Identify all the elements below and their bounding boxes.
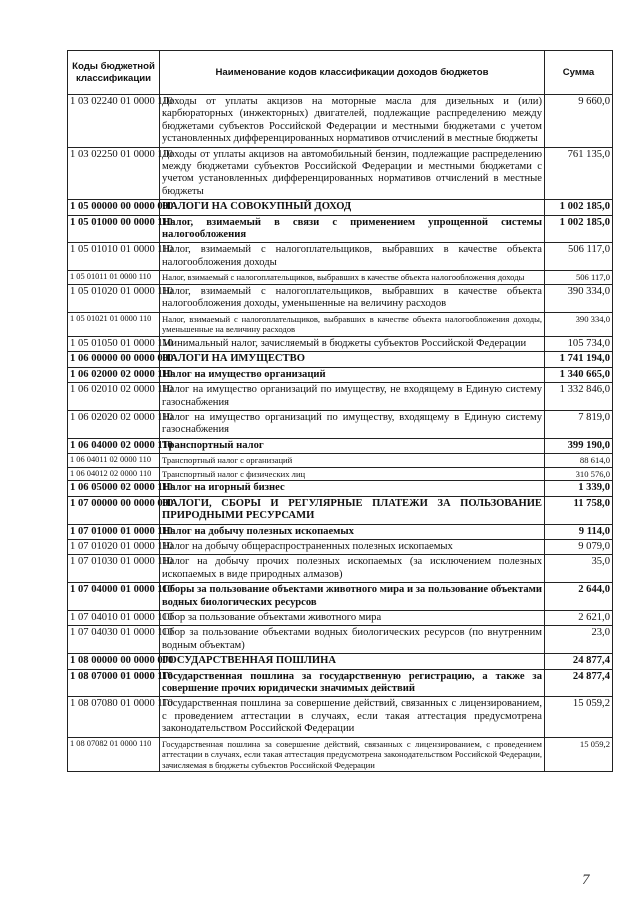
row-name: Государственная пошлина за совершение действий, связанных с лицензированием, с проведением аттестации в случаях, если такая аттестация предусмотрена законодательством Российской Федерации, зачисляемая в бюджеты субъектов Российской Федерации: [160, 737, 545, 772]
row-sum: 1 339,0: [545, 481, 613, 496]
row-code: 1 06 02020 02 0000 110: [68, 410, 160, 438]
table-row: [68, 697, 613, 737]
header-sum: Сумма: [545, 51, 613, 95]
row-name: Транспортный налог с физических лиц: [160, 467, 545, 481]
row-name: Транспортный налог: [160, 438, 545, 453]
row-name: НАЛОГИ, СБОРЫ И РЕГУЛЯРНЫЕ ПЛАТЕЖИ ЗА ПОЛЬЗОВАНИЕ ПРИРОДНЫМИ РЕСУРСАМИ: [160, 496, 545, 524]
budget-revenue-table: [67, 50, 613, 772]
row-name: Минимальный налог, зачисляемый в бюджеты субъектов Российской Федерации: [160, 336, 545, 351]
row-name: Доходы от уплаты акцизов на моторные масла для дизельных и (или) карбюраторных (инжекторных) двигателей, подлежащие распределению между бюджетами субъектов Российской Федерации и местными бюджетами с учетом установленных дифференцированных нормативов отчислений в местные бюджеты: [160, 95, 545, 148]
row-name: Транспортный налог с организаций: [160, 454, 545, 468]
row-sum: 105 734,0: [545, 336, 613, 351]
row-sum: 7 819,0: [545, 410, 613, 438]
row-sum: 390 334,0: [545, 312, 613, 336]
header-name: Наименование кодов классификации доходов бюджетов: [160, 51, 545, 95]
table-row: [68, 243, 613, 271]
table-row: [68, 481, 613, 496]
row-code: 1 06 04012 02 0000 110: [68, 467, 160, 481]
row-name: Государственная пошлина за совершение действий, связанных с лицензированием, с проведением аттестации в случаях, если такая аттестация предусмотрена законодательством Российской Федерации: [160, 697, 545, 737]
row-code: 1 05 01011 01 0000 110: [68, 271, 160, 285]
row-name: Налог на игорный бизнес: [160, 481, 545, 496]
row-sum: 11 758,0: [545, 496, 613, 524]
table-row: [68, 438, 613, 453]
row-name: Сбор за пользование объектами водных биологических ресурсов (по внутренним водным объектам): [160, 626, 545, 654]
table-row: [68, 284, 613, 312]
row-code: 1 06 02000 02 0000 110: [68, 367, 160, 382]
row-code: 1 08 00000 00 0000 000: [68, 654, 160, 669]
table-header-row: [68, 51, 613, 95]
table-row: [68, 496, 613, 524]
row-code: 1 07 01030 01 0000 110: [68, 555, 160, 583]
row-code: 1 08 07082 01 0000 110: [68, 737, 160, 772]
row-sum: 399 190,0: [545, 438, 613, 453]
row-code: 1 05 01020 01 0000 110: [68, 284, 160, 312]
row-code: 1 07 04000 01 0000 110: [68, 583, 160, 611]
row-sum: 1 741 194,0: [545, 352, 613, 367]
row-code: 1 06 05000 02 0000 110: [68, 481, 160, 496]
row-sum: 2 644,0: [545, 583, 613, 611]
row-code: 1 07 01000 01 0000 110: [68, 524, 160, 539]
row-sum: 390 334,0: [545, 284, 613, 312]
row-name: Налог на добычу полезных ископаемых: [160, 524, 545, 539]
row-name: Налог, взимаемый в связи с применением упрощенной системы налогообложения: [160, 215, 545, 243]
table-row: [68, 669, 613, 697]
table-row: [68, 583, 613, 611]
row-code: 1 05 01050 01 0000 110: [68, 336, 160, 351]
table-row: [68, 555, 613, 583]
row-sum: 1 002 185,0: [545, 200, 613, 215]
table-row: [68, 467, 613, 481]
table-row: [68, 352, 613, 367]
table-row: [68, 312, 613, 336]
table-row: [68, 215, 613, 243]
row-name: ГОСУДАРСТВЕННАЯ ПОШЛИНА: [160, 654, 545, 669]
row-sum: 88 614,0: [545, 454, 613, 468]
table-row: [68, 336, 613, 351]
row-name: Налог на имущество организаций по имуществу, входящему в Единую систему газоснабжения: [160, 410, 545, 438]
row-code: 1 08 07000 01 0000 110: [68, 669, 160, 697]
row-sum: 15 059,2: [545, 737, 613, 772]
row-sum: 761 135,0: [545, 147, 613, 200]
row-code: 1 06 00000 00 0000 000: [68, 352, 160, 367]
row-sum: 15 059,2: [545, 697, 613, 737]
row-code: 1 05 01000 00 0000 110: [68, 215, 160, 243]
page-number: 7: [582, 872, 590, 888]
row-sum: 506 117,0: [545, 271, 613, 285]
row-code: 1 07 01020 01 0000 110: [68, 539, 160, 554]
row-name: Доходы от уплаты акцизов на автомобильный бензин, подлежащие распределению между бюджетами субъектов Российской Федерации и местными бюджетами с учетом установленных дифференцированных нормативов отчислений в местные бюджеты: [160, 147, 545, 200]
row-sum: 23,0: [545, 626, 613, 654]
row-sum: 1 002 185,0: [545, 215, 613, 243]
row-name: Налог, взимаемый с налогоплательщиков, выбравших в качестве объекта налогообложения доходы: [160, 243, 545, 271]
table-row: [68, 737, 613, 772]
table-row: [68, 626, 613, 654]
row-code: 1 07 04030 01 0000 110: [68, 626, 160, 654]
table-row: [68, 454, 613, 468]
row-sum: 9 114,0: [545, 524, 613, 539]
row-code: 1 07 00000 00 0000 000: [68, 496, 160, 524]
header-code: Коды бюджетной классификации: [68, 51, 160, 95]
row-name: Налог, взимаемый с налогоплательщиков, выбравших в качестве объекта налогообложения доходы, уменьшенные на величину расходов: [160, 312, 545, 336]
row-sum: 1 340 665,0: [545, 367, 613, 382]
row-sum: 24 877,4: [545, 654, 613, 669]
row-code: 1 03 02240 01 0000 110: [68, 95, 160, 148]
row-name: Налог на имущество организаций: [160, 367, 545, 382]
row-code: 1 08 07080 01 0000 110: [68, 697, 160, 737]
table-row: [68, 524, 613, 539]
row-name: Налог на имущество организаций по имуществу, не входящему в Единую систему газоснабжения: [160, 383, 545, 411]
row-sum: 9 079,0: [545, 539, 613, 554]
row-name: Налог, взимаемый с налогоплательщиков, выбравших в качестве объекта налогообложения доходы: [160, 271, 545, 285]
table-row: [68, 95, 613, 148]
table-row: [68, 383, 613, 411]
row-sum: 506 117,0: [545, 243, 613, 271]
table-row: [68, 271, 613, 285]
table-row: [68, 410, 613, 438]
row-sum: 9 660,0: [545, 95, 613, 148]
table-row: [68, 147, 613, 200]
table-row: [68, 367, 613, 382]
row-name: Налог на добычу прочих полезных ископаемых (за исключением полезных ископаемых в виде природных алмазов): [160, 555, 545, 583]
row-code: 1 07 04010 01 0000 110: [68, 610, 160, 625]
row-name: Налог на добычу общераспространенных полезных ископаемых: [160, 539, 545, 554]
row-code: 1 06 02010 02 0000 110: [68, 383, 160, 411]
row-name: Государственная пошлина за государственную регистрацию, а также за совершение прочих юридически значимых действий: [160, 669, 545, 697]
row-name: НАЛОГИ НА СОВОКУПНЫЙ ДОХОД: [160, 200, 545, 215]
row-name: НАЛОГИ НА ИМУЩЕСТВО: [160, 352, 545, 367]
table-row: [68, 610, 613, 625]
row-name: Налог, взимаемый с налогоплательщиков, выбравших в качестве объекта налогообложения доходы, уменьшенные на величину расходов: [160, 284, 545, 312]
row-code: 1 03 02250 01 0000 110: [68, 147, 160, 200]
table-row: [68, 654, 613, 669]
row-name: Сбор за пользование объектами животного мира: [160, 610, 545, 625]
row-sum: 2 621,0: [545, 610, 613, 625]
table-row: [68, 200, 613, 215]
row-sum: 35,0: [545, 555, 613, 583]
row-code: 1 05 00000 00 0000 000: [68, 200, 160, 215]
row-sum: 310 576,0: [545, 467, 613, 481]
row-code: 1 06 04011 02 0000 110: [68, 454, 160, 468]
row-sum: 24 877,4: [545, 669, 613, 697]
row-name: Сборы за пользование объектами животного мира и за пользование объектами водных биологических ресурсов: [160, 583, 545, 611]
row-code: 1 05 01021 01 0000 110: [68, 312, 160, 336]
row-sum: 1 332 846,0: [545, 383, 613, 411]
row-code: 1 06 04000 02 0000 110: [68, 438, 160, 453]
row-code: 1 05 01010 01 0000 110: [68, 243, 160, 271]
table-row: [68, 539, 613, 554]
